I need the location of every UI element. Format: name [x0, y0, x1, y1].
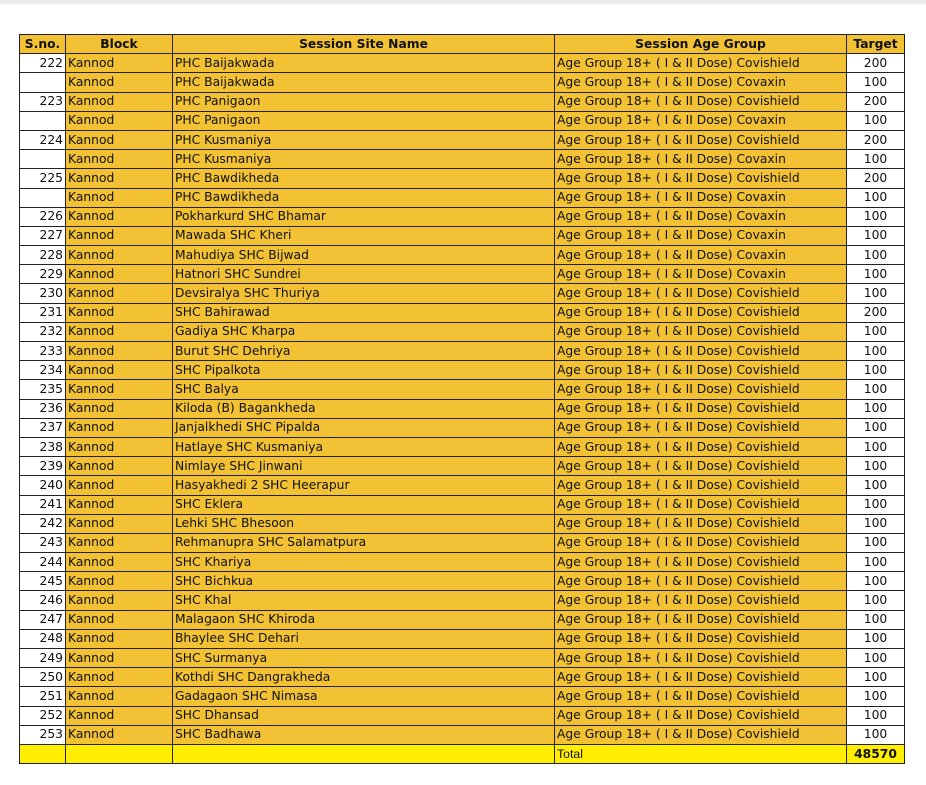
session-site-cell: Gadiya SHC Kharpa — [173, 322, 555, 341]
target-cell: 100 — [847, 725, 905, 744]
target-cell: 100 — [847, 687, 905, 706]
target-cell: 100 — [847, 649, 905, 668]
session-site-cell: Kothdi SHC Dangrakheda — [173, 668, 555, 687]
sno-cell: 251 — [20, 687, 66, 706]
block-cell: Kannod — [66, 303, 173, 322]
target-cell: 100 — [847, 457, 905, 476]
table-row — [20, 687, 905, 706]
block-cell: Kannod — [66, 418, 173, 437]
target-cell: 100 — [847, 380, 905, 399]
target-cell: 100 — [847, 265, 905, 284]
session-site-cell: Malagaon SHC Khiroda — [173, 610, 555, 629]
sno-cell: 228 — [20, 246, 66, 265]
block-cell: Kannod — [66, 265, 173, 284]
block-cell: Kannod — [66, 668, 173, 687]
block-cell: Kannod — [66, 322, 173, 341]
age-group-cell: Age Group 18+ ( I & II Dose) Covishield — [555, 591, 847, 610]
age-group-cell: Age Group 18+ ( I & II Dose) Covaxin — [555, 226, 847, 245]
target-cell: 100 — [847, 361, 905, 380]
table-row — [20, 111, 905, 130]
session-site-cell: Rehmanupra SHC Salamatpura — [173, 533, 555, 552]
target-cell: 100 — [847, 572, 905, 591]
table-row — [20, 380, 905, 399]
age-group-cell: Age Group 18+ ( I & II Dose) Covishield — [555, 514, 847, 533]
age-group-cell: Age Group 18+ ( I & II Dose) Covaxin — [555, 207, 847, 226]
session-site-cell: PHC Kusmaniya — [173, 150, 555, 169]
sno-cell: 222 — [20, 54, 66, 73]
target-cell: 200 — [847, 303, 905, 322]
table-row — [20, 553, 905, 572]
table-row — [20, 284, 905, 303]
sno-cell: 246 — [20, 591, 66, 610]
table-body — [20, 54, 905, 745]
session-site-cell: PHC Panigaon — [173, 111, 555, 130]
table-row — [20, 533, 905, 552]
header-block: Block — [66, 35, 173, 54]
block-cell: Kannod — [66, 188, 173, 207]
session-site-cell: Gadagaon SHC Nimasa — [173, 687, 555, 706]
target-cell: 100 — [847, 629, 905, 648]
table-row — [20, 514, 905, 533]
header-row — [20, 35, 905, 54]
session-site-cell: PHC Baijakwada — [173, 54, 555, 73]
block-cell: Kannod — [66, 54, 173, 73]
target-cell: 100 — [847, 495, 905, 514]
table-row — [20, 629, 905, 648]
table-row — [20, 265, 905, 284]
block-cell: Kannod — [66, 649, 173, 668]
target-cell: 100 — [847, 188, 905, 207]
block-cell: Kannod — [66, 610, 173, 629]
table-row — [20, 591, 905, 610]
sno-cell: 234 — [20, 361, 66, 380]
total-label: Total — [555, 744, 847, 763]
block-cell: Kannod — [66, 495, 173, 514]
sno-cell: 237 — [20, 418, 66, 437]
block-cell: Kannod — [66, 111, 173, 130]
age-group-cell: Age Group 18+ ( I & II Dose) Covishield — [555, 303, 847, 322]
sno-cell: 223 — [20, 92, 66, 111]
table-row — [20, 188, 905, 207]
target-cell: 100 — [847, 73, 905, 92]
target-cell: 200 — [847, 54, 905, 73]
session-site-cell: Nimlaye SHC Jinwani — [173, 457, 555, 476]
session-site-cell: SHC Bichkua — [173, 572, 555, 591]
block-cell: Kannod — [66, 591, 173, 610]
table-row — [20, 130, 905, 149]
session-site-cell: PHC Kusmaniya — [173, 130, 555, 149]
target-cell: 100 — [847, 437, 905, 456]
age-group-cell: Age Group 18+ ( I & II Dose) Covaxin — [555, 188, 847, 207]
block-cell: Kannod — [66, 572, 173, 591]
block-cell: Kannod — [66, 207, 173, 226]
vaccination-session-table — [19, 34, 905, 764]
block-cell: Kannod — [66, 169, 173, 188]
target-cell: 100 — [847, 476, 905, 495]
table-row — [20, 725, 905, 744]
table-row — [20, 342, 905, 361]
session-site-cell: Burut SHC Dehriya — [173, 342, 555, 361]
sno-cell: 232 — [20, 322, 66, 341]
table-row — [20, 476, 905, 495]
sno-cell: 225 — [20, 169, 66, 188]
block-cell: Kannod — [66, 533, 173, 552]
sno-cell: 242 — [20, 514, 66, 533]
session-site-cell: SHC Dhansad — [173, 706, 555, 725]
session-site-cell: Mawada SHC Kheri — [173, 226, 555, 245]
block-cell: Kannod — [66, 92, 173, 111]
block-cell: Kannod — [66, 687, 173, 706]
header-session-age-group: Session Age Group — [555, 35, 847, 54]
sno-cell: 224 — [20, 130, 66, 149]
session-site-cell: SHC Badhawa — [173, 725, 555, 744]
table-row — [20, 649, 905, 668]
total-row — [20, 744, 905, 763]
top-strip — [0, 0, 926, 4]
age-group-cell: Age Group 18+ ( I & II Dose) Covishield — [555, 437, 847, 456]
session-site-cell: PHC Bawdikheda — [173, 188, 555, 207]
sno-cell: 244 — [20, 553, 66, 572]
header-target: Target — [847, 35, 905, 54]
age-group-cell: Age Group 18+ ( I & II Dose) Covishield — [555, 457, 847, 476]
block-cell: Kannod — [66, 380, 173, 399]
table-row — [20, 150, 905, 169]
session-site-cell: SHC Eklera — [173, 495, 555, 514]
total-block-cell — [66, 744, 173, 763]
sno-cell: 236 — [20, 399, 66, 418]
table-row — [20, 418, 905, 437]
age-group-cell: Age Group 18+ ( I & II Dose) Covishield — [555, 342, 847, 361]
block-cell: Kannod — [66, 514, 173, 533]
age-group-cell: Age Group 18+ ( I & II Dose) Covishield — [555, 629, 847, 648]
sno-cell: 238 — [20, 437, 66, 456]
age-group-cell: Age Group 18+ ( I & II Dose) Covaxin — [555, 150, 847, 169]
sno-cell — [20, 188, 66, 207]
table-row — [20, 207, 905, 226]
session-site-cell: SHC Bahirawad — [173, 303, 555, 322]
block-cell: Kannod — [66, 399, 173, 418]
target-cell: 100 — [847, 342, 905, 361]
table-row — [20, 92, 905, 111]
age-group-cell: Age Group 18+ ( I & II Dose) Covishield — [555, 706, 847, 725]
sno-cell: 226 — [20, 207, 66, 226]
block-cell: Kannod — [66, 725, 173, 744]
session-site-cell: Hatlaye SHC Kusmaniya — [173, 437, 555, 456]
header-session-site-name: Session Site Name — [173, 35, 555, 54]
target-cell: 100 — [847, 246, 905, 265]
target-cell: 100 — [847, 111, 905, 130]
age-group-cell: Age Group 18+ ( I & II Dose) Covishield — [555, 495, 847, 514]
session-site-cell: Hasyakhedi 2 SHC Heerapur — [173, 476, 555, 495]
table-row — [20, 246, 905, 265]
block-cell: Kannod — [66, 246, 173, 265]
block-cell: Kannod — [66, 130, 173, 149]
session-site-cell: Mahudiya SHC Bijwad — [173, 246, 555, 265]
age-group-cell: Age Group 18+ ( I & II Dose) Covishield — [555, 322, 847, 341]
block-cell: Kannod — [66, 361, 173, 380]
session-site-cell: SHC Surmanya — [173, 649, 555, 668]
total-value: 48570 — [847, 744, 905, 763]
block-cell: Kannod — [66, 553, 173, 572]
sno-cell: 231 — [20, 303, 66, 322]
sno-cell: 230 — [20, 284, 66, 303]
sno-cell: 239 — [20, 457, 66, 476]
age-group-cell: Age Group 18+ ( I & II Dose) Covishield — [555, 553, 847, 572]
age-group-cell: Age Group 18+ ( I & II Dose) Covaxin — [555, 73, 847, 92]
block-cell: Kannod — [66, 342, 173, 361]
session-site-cell: Hatnori SHC Sundrei — [173, 265, 555, 284]
sno-cell: 250 — [20, 668, 66, 687]
target-cell: 100 — [847, 322, 905, 341]
target-cell: 100 — [847, 553, 905, 572]
sno-cell: 241 — [20, 495, 66, 514]
sno-cell: 248 — [20, 629, 66, 648]
block-cell: Kannod — [66, 150, 173, 169]
age-group-cell: Age Group 18+ ( I & II Dose) Covaxin — [555, 111, 847, 130]
target-cell: 100 — [847, 418, 905, 437]
total-sno-cell — [20, 744, 66, 763]
age-group-cell: Age Group 18+ ( I & II Dose) Covishield — [555, 92, 847, 111]
sno-cell: 227 — [20, 226, 66, 245]
table-row — [20, 322, 905, 341]
age-group-cell: Age Group 18+ ( I & II Dose) Covishield — [555, 380, 847, 399]
target-cell: 100 — [847, 706, 905, 725]
sno-cell: 252 — [20, 706, 66, 725]
target-cell: 100 — [847, 514, 905, 533]
target-cell: 100 — [847, 591, 905, 610]
target-cell: 100 — [847, 533, 905, 552]
table-row — [20, 303, 905, 322]
sno-cell: 247 — [20, 610, 66, 629]
age-group-cell: Age Group 18+ ( I & II Dose) Covishield — [555, 169, 847, 188]
table-row — [20, 457, 905, 476]
age-group-cell: Age Group 18+ ( I & II Dose) Covishield — [555, 725, 847, 744]
age-group-cell: Age Group 18+ ( I & II Dose) Covishield — [555, 649, 847, 668]
session-site-cell: SHC Khal — [173, 591, 555, 610]
sno-cell: 245 — [20, 572, 66, 591]
total-site-cell — [173, 744, 555, 763]
target-cell: 100 — [847, 150, 905, 169]
block-cell: Kannod — [66, 284, 173, 303]
sno-cell: 235 — [20, 380, 66, 399]
table-row — [20, 668, 905, 687]
table-row — [20, 54, 905, 73]
age-group-cell: Age Group 18+ ( I & II Dose) Covishield — [555, 361, 847, 380]
age-group-cell: Age Group 18+ ( I & II Dose) Covishield — [555, 572, 847, 591]
block-cell: Kannod — [66, 629, 173, 648]
session-site-cell: Janjalkhedi SHC Pipalda — [173, 418, 555, 437]
session-site-cell: Pokharkurd SHC Bhamar — [173, 207, 555, 226]
session-site-cell: SHC Balya — [173, 380, 555, 399]
age-group-cell: Age Group 18+ ( I & II Dose) Covishield — [555, 533, 847, 552]
session-site-cell: Devsiralya SHC Thuriya — [173, 284, 555, 303]
block-cell: Kannod — [66, 706, 173, 725]
sno-cell: 243 — [20, 533, 66, 552]
target-cell: 100 — [847, 226, 905, 245]
sno-cell: 253 — [20, 725, 66, 744]
session-site-cell: SHC Khariya — [173, 553, 555, 572]
age-group-cell: Age Group 18+ ( I & II Dose) Covishield — [555, 399, 847, 418]
age-group-cell: Age Group 18+ ( I & II Dose) Covishield — [555, 54, 847, 73]
target-cell: 200 — [847, 92, 905, 111]
block-cell: Kannod — [66, 73, 173, 92]
sno-cell: 229 — [20, 265, 66, 284]
session-site-cell: Bhaylee SHC Dehari — [173, 629, 555, 648]
table-row — [20, 361, 905, 380]
age-group-cell: Age Group 18+ ( I & II Dose) Covishield — [555, 610, 847, 629]
session-site-cell: SHC Pipalkota — [173, 361, 555, 380]
table-row — [20, 495, 905, 514]
session-site-cell: PHC Panigaon — [173, 92, 555, 111]
block-cell: Kannod — [66, 226, 173, 245]
sno-cell: 240 — [20, 476, 66, 495]
age-group-cell: Age Group 18+ ( I & II Dose) Covishield — [555, 476, 847, 495]
age-group-cell: Age Group 18+ ( I & II Dose) Covaxin — [555, 246, 847, 265]
block-cell: Kannod — [66, 457, 173, 476]
header-sno: S.no. — [20, 35, 66, 54]
age-group-cell: Age Group 18+ ( I & II Dose) Covishield — [555, 687, 847, 706]
target-cell: 100 — [847, 399, 905, 418]
sno-cell: 249 — [20, 649, 66, 668]
age-group-cell: Age Group 18+ ( I & II Dose) Covishield — [555, 284, 847, 303]
table-row — [20, 706, 905, 725]
target-cell: 100 — [847, 610, 905, 629]
table-row — [20, 226, 905, 245]
age-group-cell: Age Group 18+ ( I & II Dose) Covishield — [555, 130, 847, 149]
table-row — [20, 73, 905, 92]
table-row — [20, 169, 905, 188]
table-row — [20, 399, 905, 418]
target-cell: 200 — [847, 130, 905, 149]
age-group-cell: Age Group 18+ ( I & II Dose) Covaxin — [555, 265, 847, 284]
target-cell: 100 — [847, 284, 905, 303]
session-site-cell: Kiloda (B) Bagankheda — [173, 399, 555, 418]
sno-cell — [20, 150, 66, 169]
block-cell: Kannod — [66, 476, 173, 495]
block-cell: Kannod — [66, 437, 173, 456]
target-cell: 200 — [847, 169, 905, 188]
sno-cell — [20, 73, 66, 92]
session-site-cell: PHC Baijakwada — [173, 73, 555, 92]
table-row — [20, 437, 905, 456]
target-cell: 100 — [847, 668, 905, 687]
session-site-cell: PHC Bawdikheda — [173, 169, 555, 188]
age-group-cell: Age Group 18+ ( I & II Dose) Covishield — [555, 418, 847, 437]
table-row — [20, 610, 905, 629]
table-row — [20, 572, 905, 591]
age-group-cell: Age Group 18+ ( I & II Dose) Covishield — [555, 668, 847, 687]
session-site-cell: Lehki SHC Bhesoon — [173, 514, 555, 533]
sno-cell — [20, 111, 66, 130]
target-cell: 100 — [847, 207, 905, 226]
sno-cell: 233 — [20, 342, 66, 361]
